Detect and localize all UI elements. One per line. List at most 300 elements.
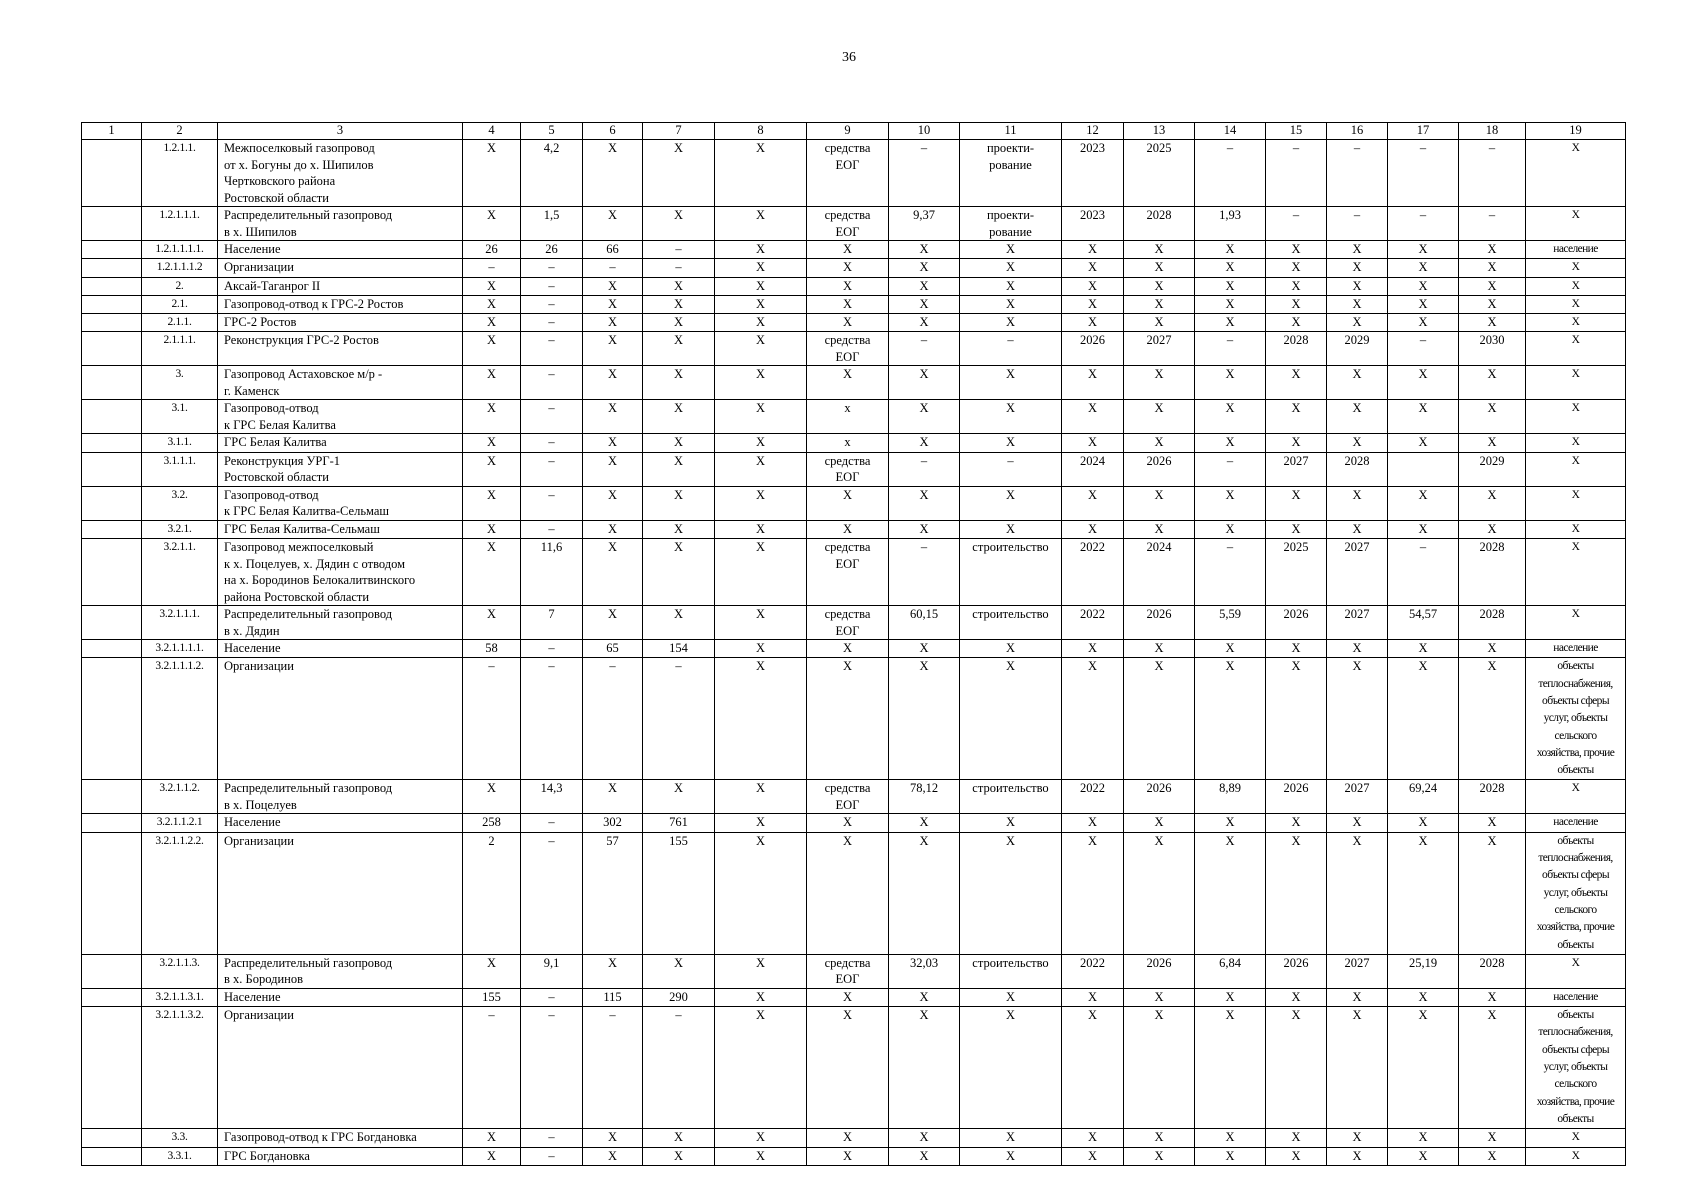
cell-col-17: Х bbox=[1388, 814, 1459, 832]
cell-col-5: – bbox=[521, 832, 583, 954]
cell-col-6: Х bbox=[583, 400, 643, 434]
table-row bbox=[82, 259, 1626, 277]
cell-col-5: – bbox=[521, 332, 583, 366]
cell-col-14: Х bbox=[1195, 486, 1266, 520]
cell-col-5: 1,5 bbox=[521, 207, 583, 241]
cell-col-3: Распределительный газопровод в х. Бородинов bbox=[218, 954, 463, 988]
cell-col-7: – bbox=[643, 658, 715, 780]
cell-col-6: Х bbox=[583, 314, 643, 332]
cell-col-8: Х bbox=[715, 606, 807, 640]
cell-col-1 bbox=[82, 140, 142, 207]
cell-col-15: Х bbox=[1266, 658, 1327, 780]
cell-col-14: Х bbox=[1195, 832, 1266, 954]
cell-col-2: 3.2.1.1.3. bbox=[142, 954, 218, 988]
cell-col-19: Х bbox=[1526, 539, 1626, 606]
cell-col-3: Газопровод-отвод к ГРС Богдановка bbox=[218, 1129, 463, 1147]
cell-col-10: Х bbox=[889, 1129, 960, 1147]
table-row bbox=[82, 434, 1626, 452]
cell-col-9: Х bbox=[807, 314, 889, 332]
cell-col-1 bbox=[82, 452, 142, 486]
cell-col-11: Х bbox=[960, 520, 1062, 538]
cell-col-19: Х bbox=[1526, 277, 1626, 295]
column-header-1: 1 bbox=[82, 123, 142, 140]
cell-col-14: 8,89 bbox=[1195, 780, 1266, 814]
cell-col-3: Газопровод-отвод к ГРС Белая Калитва bbox=[218, 400, 463, 434]
cell-col-19: население bbox=[1526, 814, 1626, 832]
cell-col-16: – bbox=[1327, 207, 1388, 241]
cell-col-17: – bbox=[1388, 207, 1459, 241]
cell-col-11: Х bbox=[960, 814, 1062, 832]
cell-col-7: Х bbox=[643, 1147, 715, 1165]
cell-col-18: Х bbox=[1459, 640, 1526, 658]
cell-col-2: 3.2.1.1.2.1 bbox=[142, 814, 218, 832]
cell-col-11: строительство bbox=[960, 954, 1062, 988]
cell-col-7: 761 bbox=[643, 814, 715, 832]
cell-col-5: – bbox=[521, 1007, 583, 1129]
cell-col-13: Х bbox=[1124, 520, 1195, 538]
cell-col-7: 290 bbox=[643, 988, 715, 1006]
cell-col-19: Х bbox=[1526, 780, 1626, 814]
table-row bbox=[82, 988, 1626, 1006]
cell-col-8: Х bbox=[715, 140, 807, 207]
table-row bbox=[82, 241, 1626, 259]
cell-col-18: 2028 bbox=[1459, 780, 1526, 814]
cell-col-1 bbox=[82, 277, 142, 295]
cell-col-8: Х bbox=[715, 832, 807, 954]
cell-col-5: – bbox=[521, 400, 583, 434]
cell-col-18: Х bbox=[1459, 1007, 1526, 1129]
cell-col-6: Х bbox=[583, 295, 643, 313]
cell-col-15: 2027 bbox=[1266, 452, 1327, 486]
cell-col-5: – bbox=[521, 366, 583, 400]
cell-col-15: Х bbox=[1266, 277, 1327, 295]
column-header-2: 2 bbox=[142, 123, 218, 140]
cell-col-1 bbox=[82, 259, 142, 277]
cell-col-18: Х bbox=[1459, 241, 1526, 259]
cell-col-5: – bbox=[521, 520, 583, 538]
cell-col-16: Х bbox=[1327, 520, 1388, 538]
cell-col-15: 2026 bbox=[1266, 954, 1327, 988]
cell-col-7: Х bbox=[643, 452, 715, 486]
cell-col-14: Х bbox=[1195, 366, 1266, 400]
cell-col-19: Х bbox=[1526, 434, 1626, 452]
cell-col-18: Х bbox=[1459, 814, 1526, 832]
cell-col-18: Х bbox=[1459, 259, 1526, 277]
cell-col-18: Х bbox=[1459, 486, 1526, 520]
cell-col-14: 5,59 bbox=[1195, 606, 1266, 640]
cell-col-8: Х bbox=[715, 332, 807, 366]
cell-col-8: Х bbox=[715, 539, 807, 606]
cell-col-7: 154 bbox=[643, 640, 715, 658]
cell-col-4: 258 bbox=[463, 814, 521, 832]
cell-col-9: средства ЕОГ bbox=[807, 606, 889, 640]
table-row bbox=[82, 832, 1626, 954]
cell-col-3: Аксай-Таганрог II bbox=[218, 277, 463, 295]
cell-col-10: Х bbox=[889, 434, 960, 452]
cell-col-9: Х bbox=[807, 277, 889, 295]
cell-col-16: Х bbox=[1327, 658, 1388, 780]
cell-col-19: Х bbox=[1526, 207, 1626, 241]
cell-col-10: Х bbox=[889, 640, 960, 658]
cell-col-15: Х bbox=[1266, 520, 1327, 538]
table-row bbox=[82, 295, 1626, 313]
cell-col-13: Х bbox=[1124, 259, 1195, 277]
cell-col-16: – bbox=[1327, 140, 1388, 207]
cell-col-17: Х bbox=[1388, 277, 1459, 295]
cell-col-17: Х bbox=[1388, 1147, 1459, 1165]
cell-col-19: Х bbox=[1526, 140, 1626, 207]
cell-col-6: Х bbox=[583, 520, 643, 538]
cell-col-19: Х bbox=[1526, 400, 1626, 434]
cell-col-16: 2027 bbox=[1327, 954, 1388, 988]
cell-col-11: – bbox=[960, 452, 1062, 486]
cell-col-4: Х bbox=[463, 539, 521, 606]
cell-col-6: Х bbox=[583, 140, 643, 207]
cell-col-13: 2026 bbox=[1124, 954, 1195, 988]
cell-col-10: Х bbox=[889, 486, 960, 520]
cell-col-12: Х bbox=[1062, 988, 1124, 1006]
cell-col-12: Х bbox=[1062, 241, 1124, 259]
cell-col-18: – bbox=[1459, 207, 1526, 241]
cell-col-16: Х bbox=[1327, 241, 1388, 259]
cell-col-14: – bbox=[1195, 332, 1266, 366]
cell-col-11: проекти- рование bbox=[960, 207, 1062, 241]
cell-col-12: 2022 bbox=[1062, 954, 1124, 988]
cell-col-8: Х bbox=[715, 1129, 807, 1147]
cell-col-13: 2026 bbox=[1124, 780, 1195, 814]
cell-col-3: ГРС Богдановка bbox=[218, 1147, 463, 1165]
cell-col-16: Х bbox=[1327, 434, 1388, 452]
cell-col-17: Х bbox=[1388, 295, 1459, 313]
column-header-8: 8 bbox=[715, 123, 807, 140]
cell-col-7: Х bbox=[643, 314, 715, 332]
cell-col-3: Газопровод межпоселковый к х. Поцелуев, х. Дядин с отводом на х. Бородинов Белокалитвинского района Ростовской области bbox=[218, 539, 463, 606]
cell-col-3: Организации bbox=[218, 259, 463, 277]
cell-col-12: 2023 bbox=[1062, 207, 1124, 241]
cell-col-7: Х bbox=[643, 366, 715, 400]
cell-col-19: Х bbox=[1526, 332, 1626, 366]
cell-col-11: Х bbox=[960, 640, 1062, 658]
header-row bbox=[82, 123, 1626, 140]
table-row bbox=[82, 640, 1626, 658]
cell-col-1 bbox=[82, 640, 142, 658]
cell-col-13: Х bbox=[1124, 314, 1195, 332]
cell-col-14: – bbox=[1195, 140, 1266, 207]
cell-col-13: Х bbox=[1124, 988, 1195, 1006]
cell-col-17: Х bbox=[1388, 640, 1459, 658]
cell-col-17: Х bbox=[1388, 400, 1459, 434]
column-header-7: 7 bbox=[643, 123, 715, 140]
cell-col-8: Х bbox=[715, 780, 807, 814]
cell-col-8: Х bbox=[715, 1147, 807, 1165]
cell-col-19: Х bbox=[1526, 314, 1626, 332]
cell-col-14: Х bbox=[1195, 400, 1266, 434]
cell-col-9: Х bbox=[807, 658, 889, 780]
table-row bbox=[82, 140, 1626, 207]
cell-col-10: Х bbox=[889, 1007, 960, 1129]
cell-col-7: Х bbox=[643, 539, 715, 606]
cell-col-12: 2026 bbox=[1062, 332, 1124, 366]
cell-col-1 bbox=[82, 486, 142, 520]
column-header-4: 4 bbox=[463, 123, 521, 140]
cell-col-13: Х bbox=[1124, 832, 1195, 954]
cell-col-3: Население bbox=[218, 988, 463, 1006]
cell-col-8: Х bbox=[715, 486, 807, 520]
cell-col-14: Х bbox=[1195, 295, 1266, 313]
cell-col-19: Х bbox=[1526, 452, 1626, 486]
table-row bbox=[82, 780, 1626, 814]
cell-col-15: Х bbox=[1266, 1147, 1327, 1165]
cell-col-5: – bbox=[521, 658, 583, 780]
cell-col-16: Х bbox=[1327, 640, 1388, 658]
cell-col-9: Х bbox=[807, 366, 889, 400]
cell-col-12: Х bbox=[1062, 277, 1124, 295]
cell-col-2: 3.2. bbox=[142, 486, 218, 520]
cell-col-12: 2022 bbox=[1062, 780, 1124, 814]
cell-col-15: – bbox=[1266, 207, 1327, 241]
table-row bbox=[82, 1007, 1626, 1129]
cell-col-19: Х bbox=[1526, 606, 1626, 640]
column-header-9: 9 bbox=[807, 123, 889, 140]
cell-col-17: Х bbox=[1388, 434, 1459, 452]
cell-col-10: – bbox=[889, 140, 960, 207]
cell-col-3: Газопровод-отвод к ГРС-2 Ростов bbox=[218, 295, 463, 313]
column-header-16: 16 bbox=[1327, 123, 1388, 140]
cell-col-14: Х bbox=[1195, 1129, 1266, 1147]
cell-col-19: объекты теплоснабжения, объекты сферы услуг, объекты сельского хозяйства, прочие объекты bbox=[1526, 658, 1626, 780]
cell-col-17: Х bbox=[1388, 832, 1459, 954]
cell-col-8: Х bbox=[715, 988, 807, 1006]
cell-col-13: 2027 bbox=[1124, 332, 1195, 366]
cell-col-5: – bbox=[521, 295, 583, 313]
cell-col-12: 2022 bbox=[1062, 606, 1124, 640]
cell-col-1 bbox=[82, 434, 142, 452]
cell-col-5: 14,3 bbox=[521, 780, 583, 814]
cell-col-9: х bbox=[807, 434, 889, 452]
cell-col-6: Х bbox=[583, 486, 643, 520]
cell-col-6: Х bbox=[583, 277, 643, 295]
column-header-17: 17 bbox=[1388, 123, 1459, 140]
cell-col-15: Х bbox=[1266, 1129, 1327, 1147]
column-header-18: 18 bbox=[1459, 123, 1526, 140]
cell-col-11: проекти- рование bbox=[960, 140, 1062, 207]
cell-col-16: Х bbox=[1327, 314, 1388, 332]
cell-col-8: Х bbox=[715, 295, 807, 313]
cell-col-4: Х bbox=[463, 780, 521, 814]
cell-col-13: Х bbox=[1124, 277, 1195, 295]
cell-col-1 bbox=[82, 1007, 142, 1129]
cell-col-1 bbox=[82, 1147, 142, 1165]
cell-col-18: Х bbox=[1459, 658, 1526, 780]
cell-col-19: Х bbox=[1526, 259, 1626, 277]
cell-col-12: Х bbox=[1062, 814, 1124, 832]
cell-col-14: Х bbox=[1195, 1147, 1266, 1165]
cell-col-11: Х bbox=[960, 486, 1062, 520]
cell-col-6: Х bbox=[583, 452, 643, 486]
cell-col-13: Х bbox=[1124, 486, 1195, 520]
table-body bbox=[82, 140, 1626, 1166]
cell-col-10: Х bbox=[889, 814, 960, 832]
cell-col-3: Организации bbox=[218, 832, 463, 954]
cell-col-4: – bbox=[463, 1007, 521, 1129]
cell-col-9: средства ЕОГ bbox=[807, 207, 889, 241]
cell-col-10: Х bbox=[889, 658, 960, 780]
table-row bbox=[82, 314, 1626, 332]
cell-col-5: – bbox=[521, 640, 583, 658]
cell-col-19: население bbox=[1526, 241, 1626, 259]
cell-col-9: средства ЕОГ bbox=[807, 332, 889, 366]
cell-col-17: Х bbox=[1388, 658, 1459, 780]
cell-col-17: 54,57 bbox=[1388, 606, 1459, 640]
cell-col-15: – bbox=[1266, 140, 1327, 207]
cell-col-14: Х bbox=[1195, 259, 1266, 277]
cell-col-19: Х bbox=[1526, 295, 1626, 313]
cell-col-13: 2026 bbox=[1124, 452, 1195, 486]
cell-col-16: Х bbox=[1327, 295, 1388, 313]
cell-col-18: Х bbox=[1459, 366, 1526, 400]
cell-col-2: 1.2.1.1.1.1. bbox=[142, 241, 218, 259]
cell-col-11: Х bbox=[960, 277, 1062, 295]
cell-col-10: 32,03 bbox=[889, 954, 960, 988]
cell-col-2: 3.1.1.1. bbox=[142, 452, 218, 486]
cell-col-7: Х bbox=[643, 954, 715, 988]
cell-col-2: 3.2.1.1.3.1. bbox=[142, 988, 218, 1006]
cell-col-18: 2028 bbox=[1459, 954, 1526, 988]
cell-col-15: 2028 bbox=[1266, 332, 1327, 366]
table-row bbox=[82, 452, 1626, 486]
cell-col-17: Х bbox=[1388, 1007, 1459, 1129]
cell-col-12: Х bbox=[1062, 640, 1124, 658]
cell-col-1 bbox=[82, 400, 142, 434]
cell-col-17: Х bbox=[1388, 241, 1459, 259]
cell-col-6: 57 bbox=[583, 832, 643, 954]
cell-col-12: Х bbox=[1062, 1007, 1124, 1129]
cell-col-8: Х bbox=[715, 452, 807, 486]
cell-col-12: Х bbox=[1062, 259, 1124, 277]
cell-col-17: – bbox=[1388, 140, 1459, 207]
cell-col-14: Х bbox=[1195, 640, 1266, 658]
cell-col-8: Х bbox=[715, 1007, 807, 1129]
cell-col-10: Х bbox=[889, 832, 960, 954]
cell-col-15: Х bbox=[1266, 640, 1327, 658]
cell-col-8: Х bbox=[715, 277, 807, 295]
cell-col-5: 26 bbox=[521, 241, 583, 259]
cell-col-12: Х bbox=[1062, 520, 1124, 538]
cell-col-10: Х bbox=[889, 277, 960, 295]
cell-col-1 bbox=[82, 606, 142, 640]
cell-col-7: 155 bbox=[643, 832, 715, 954]
cell-col-12: Х bbox=[1062, 314, 1124, 332]
cell-col-12: Х bbox=[1062, 486, 1124, 520]
cell-col-13: 2025 bbox=[1124, 140, 1195, 207]
table-row bbox=[82, 1147, 1626, 1165]
cell-col-11: строительство bbox=[960, 606, 1062, 640]
cell-col-1 bbox=[82, 332, 142, 366]
cell-col-19: Х bbox=[1526, 486, 1626, 520]
cell-col-12: 2024 bbox=[1062, 452, 1124, 486]
cell-col-6: 302 bbox=[583, 814, 643, 832]
cell-col-12: Х bbox=[1062, 400, 1124, 434]
cell-col-2: 3.2.1.1.1.1. bbox=[142, 640, 218, 658]
cell-col-7: – bbox=[643, 1007, 715, 1129]
cell-col-1 bbox=[82, 539, 142, 606]
cell-col-12: 2023 bbox=[1062, 140, 1124, 207]
cell-col-5: 9,1 bbox=[521, 954, 583, 988]
cell-col-3: Реконструкция УРГ-1 Ростовской области bbox=[218, 452, 463, 486]
cell-col-3: Распределительный газопровод в х. Шипилов bbox=[218, 207, 463, 241]
cell-col-2: 3.2.1.1.1.2. bbox=[142, 658, 218, 780]
cell-col-8: Х bbox=[715, 434, 807, 452]
cell-col-13: Х bbox=[1124, 241, 1195, 259]
cell-col-6: – bbox=[583, 259, 643, 277]
cell-col-17: – bbox=[1388, 539, 1459, 606]
cell-col-18: Х bbox=[1459, 400, 1526, 434]
cell-col-10: – bbox=[889, 452, 960, 486]
column-header-10: 10 bbox=[889, 123, 960, 140]
cell-col-8: Х bbox=[715, 241, 807, 259]
cell-col-14: – bbox=[1195, 452, 1266, 486]
cell-col-14: Х bbox=[1195, 314, 1266, 332]
cell-col-3: Население bbox=[218, 814, 463, 832]
table-row bbox=[82, 486, 1626, 520]
cell-col-19: объекты теплоснабжения, объекты сферы услуг, объекты сельского хозяйства, прочие объекты bbox=[1526, 832, 1626, 954]
column-header-19: 19 bbox=[1526, 123, 1626, 140]
cell-col-11: Х bbox=[960, 434, 1062, 452]
cell-col-16: Х bbox=[1327, 1007, 1388, 1129]
cell-col-5: – bbox=[521, 452, 583, 486]
cell-col-16: Х bbox=[1327, 366, 1388, 400]
cell-col-11: строительство bbox=[960, 780, 1062, 814]
cell-col-19: Х bbox=[1526, 520, 1626, 538]
cell-col-2: 1.2.1.1.1.2 bbox=[142, 259, 218, 277]
cell-col-7: – bbox=[643, 241, 715, 259]
cell-col-15: Х bbox=[1266, 1007, 1327, 1129]
cell-col-12: Х bbox=[1062, 295, 1124, 313]
cell-col-3: Распределительный газопровод в х. Дядин bbox=[218, 606, 463, 640]
cell-col-13: Х bbox=[1124, 400, 1195, 434]
cell-col-15: Х bbox=[1266, 295, 1327, 313]
cell-col-5: 4,2 bbox=[521, 140, 583, 207]
cell-col-1 bbox=[82, 1129, 142, 1147]
cell-col-19: Х bbox=[1526, 366, 1626, 400]
cell-col-11: Х bbox=[960, 832, 1062, 954]
cell-col-6: Х bbox=[583, 366, 643, 400]
cell-col-7: Х bbox=[643, 520, 715, 538]
cell-col-13: 2028 bbox=[1124, 207, 1195, 241]
cell-col-3: Организации bbox=[218, 1007, 463, 1129]
cell-col-4: Х bbox=[463, 295, 521, 313]
cell-col-13: Х bbox=[1124, 640, 1195, 658]
cell-col-6: Х bbox=[583, 207, 643, 241]
cell-col-3: ГРС Белая Калитва bbox=[218, 434, 463, 452]
cell-col-4: 2 bbox=[463, 832, 521, 954]
cell-col-9: Х bbox=[807, 832, 889, 954]
cell-col-10: 60,15 bbox=[889, 606, 960, 640]
cell-col-16: 2029 bbox=[1327, 332, 1388, 366]
cell-col-4: Х bbox=[463, 207, 521, 241]
cell-col-16: 2027 bbox=[1327, 780, 1388, 814]
table-row bbox=[82, 207, 1626, 241]
cell-col-9: Х bbox=[807, 814, 889, 832]
cell-col-19: Х bbox=[1526, 1129, 1626, 1147]
cell-col-13: 2026 bbox=[1124, 606, 1195, 640]
cell-col-6: Х bbox=[583, 954, 643, 988]
cell-col-8: Х bbox=[715, 314, 807, 332]
cell-col-16: Х bbox=[1327, 832, 1388, 954]
cell-col-2: 3.1.1. bbox=[142, 434, 218, 452]
cell-col-7: Х bbox=[643, 434, 715, 452]
cell-col-4: 26 bbox=[463, 241, 521, 259]
